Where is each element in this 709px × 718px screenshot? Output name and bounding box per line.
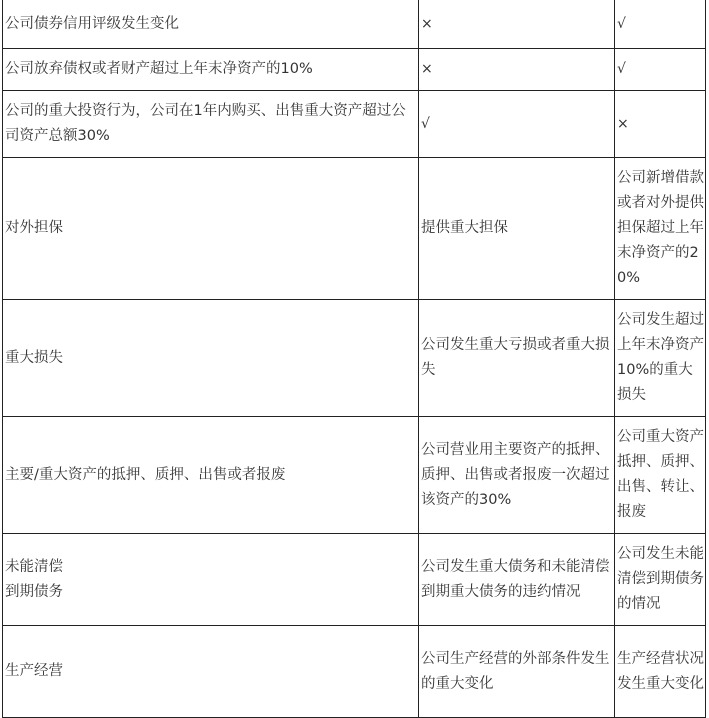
standard-b-cell: √ [615, 0, 706, 49]
standard-b-cell: × [615, 91, 706, 158]
row-item-cell: 重大损失 [3, 300, 419, 417]
row-item-line: 未能清偿 [5, 558, 63, 575]
comparison-table [2, 0, 706, 718]
table-row [3, 0, 706, 49]
table-row [3, 534, 706, 626]
table-row [3, 417, 706, 534]
row-item-cell: 公司放弃债权或者财产超过上年末净资产的10% [3, 49, 419, 91]
table-row [3, 626, 706, 718]
row-item-line: 到期债务 [5, 583, 63, 600]
row-item-cell: 主要/重大资产的抵押、质押、出售或者报废 [3, 417, 419, 534]
standard-b-cell: 公司新增借款或者对外提供担保超过上年末净资产的20% [615, 158, 706, 300]
table-row [3, 91, 706, 158]
standard-b-cell: 公司发生未能清偿到期债务的情况 [615, 534, 706, 626]
row-item-cell [3, 534, 419, 626]
row-item-cell: 公司的重大投资行为，公司在1年内购买、出售重大资产超过公司资产总额30% [3, 91, 419, 158]
standard-b-cell: 公司重大资产抵押、质押、出售、转让、报废 [615, 417, 706, 534]
row-item-cell: 对外担保 [3, 158, 419, 300]
table-row [3, 300, 706, 417]
standard-a-cell: 公司发生重大亏损或者重大损失 [419, 300, 615, 417]
standard-a-cell: 公司营业用主要资产的抵押、质押、出售或者报废一次超过该资产的30% [419, 417, 615, 534]
table-row [3, 49, 706, 91]
standard-a-cell: 提供重大担保 [419, 158, 615, 300]
standard-b-cell: 生产经营状况发生重大变化 [615, 626, 706, 718]
standard-a-cell: × [419, 0, 615, 49]
standard-b-cell: √ [615, 49, 706, 91]
standard-a-cell: 公司发生重大债务和未能清偿到期重大债务的违约情况 [419, 534, 615, 626]
table-row [3, 158, 706, 300]
standard-a-cell: √ [419, 91, 615, 158]
standard-a-cell: 公司生产经营的外部条件发生的重大变化 [419, 626, 615, 718]
row-item-cell: 公司债券信用评级发生变化 [3, 0, 419, 49]
standard-a-cell: × [419, 49, 615, 91]
row-item-cell: 生产经营 [3, 626, 419, 718]
standard-b-cell: 公司发生超过上年末净资产10%的重大损失 [615, 300, 706, 417]
